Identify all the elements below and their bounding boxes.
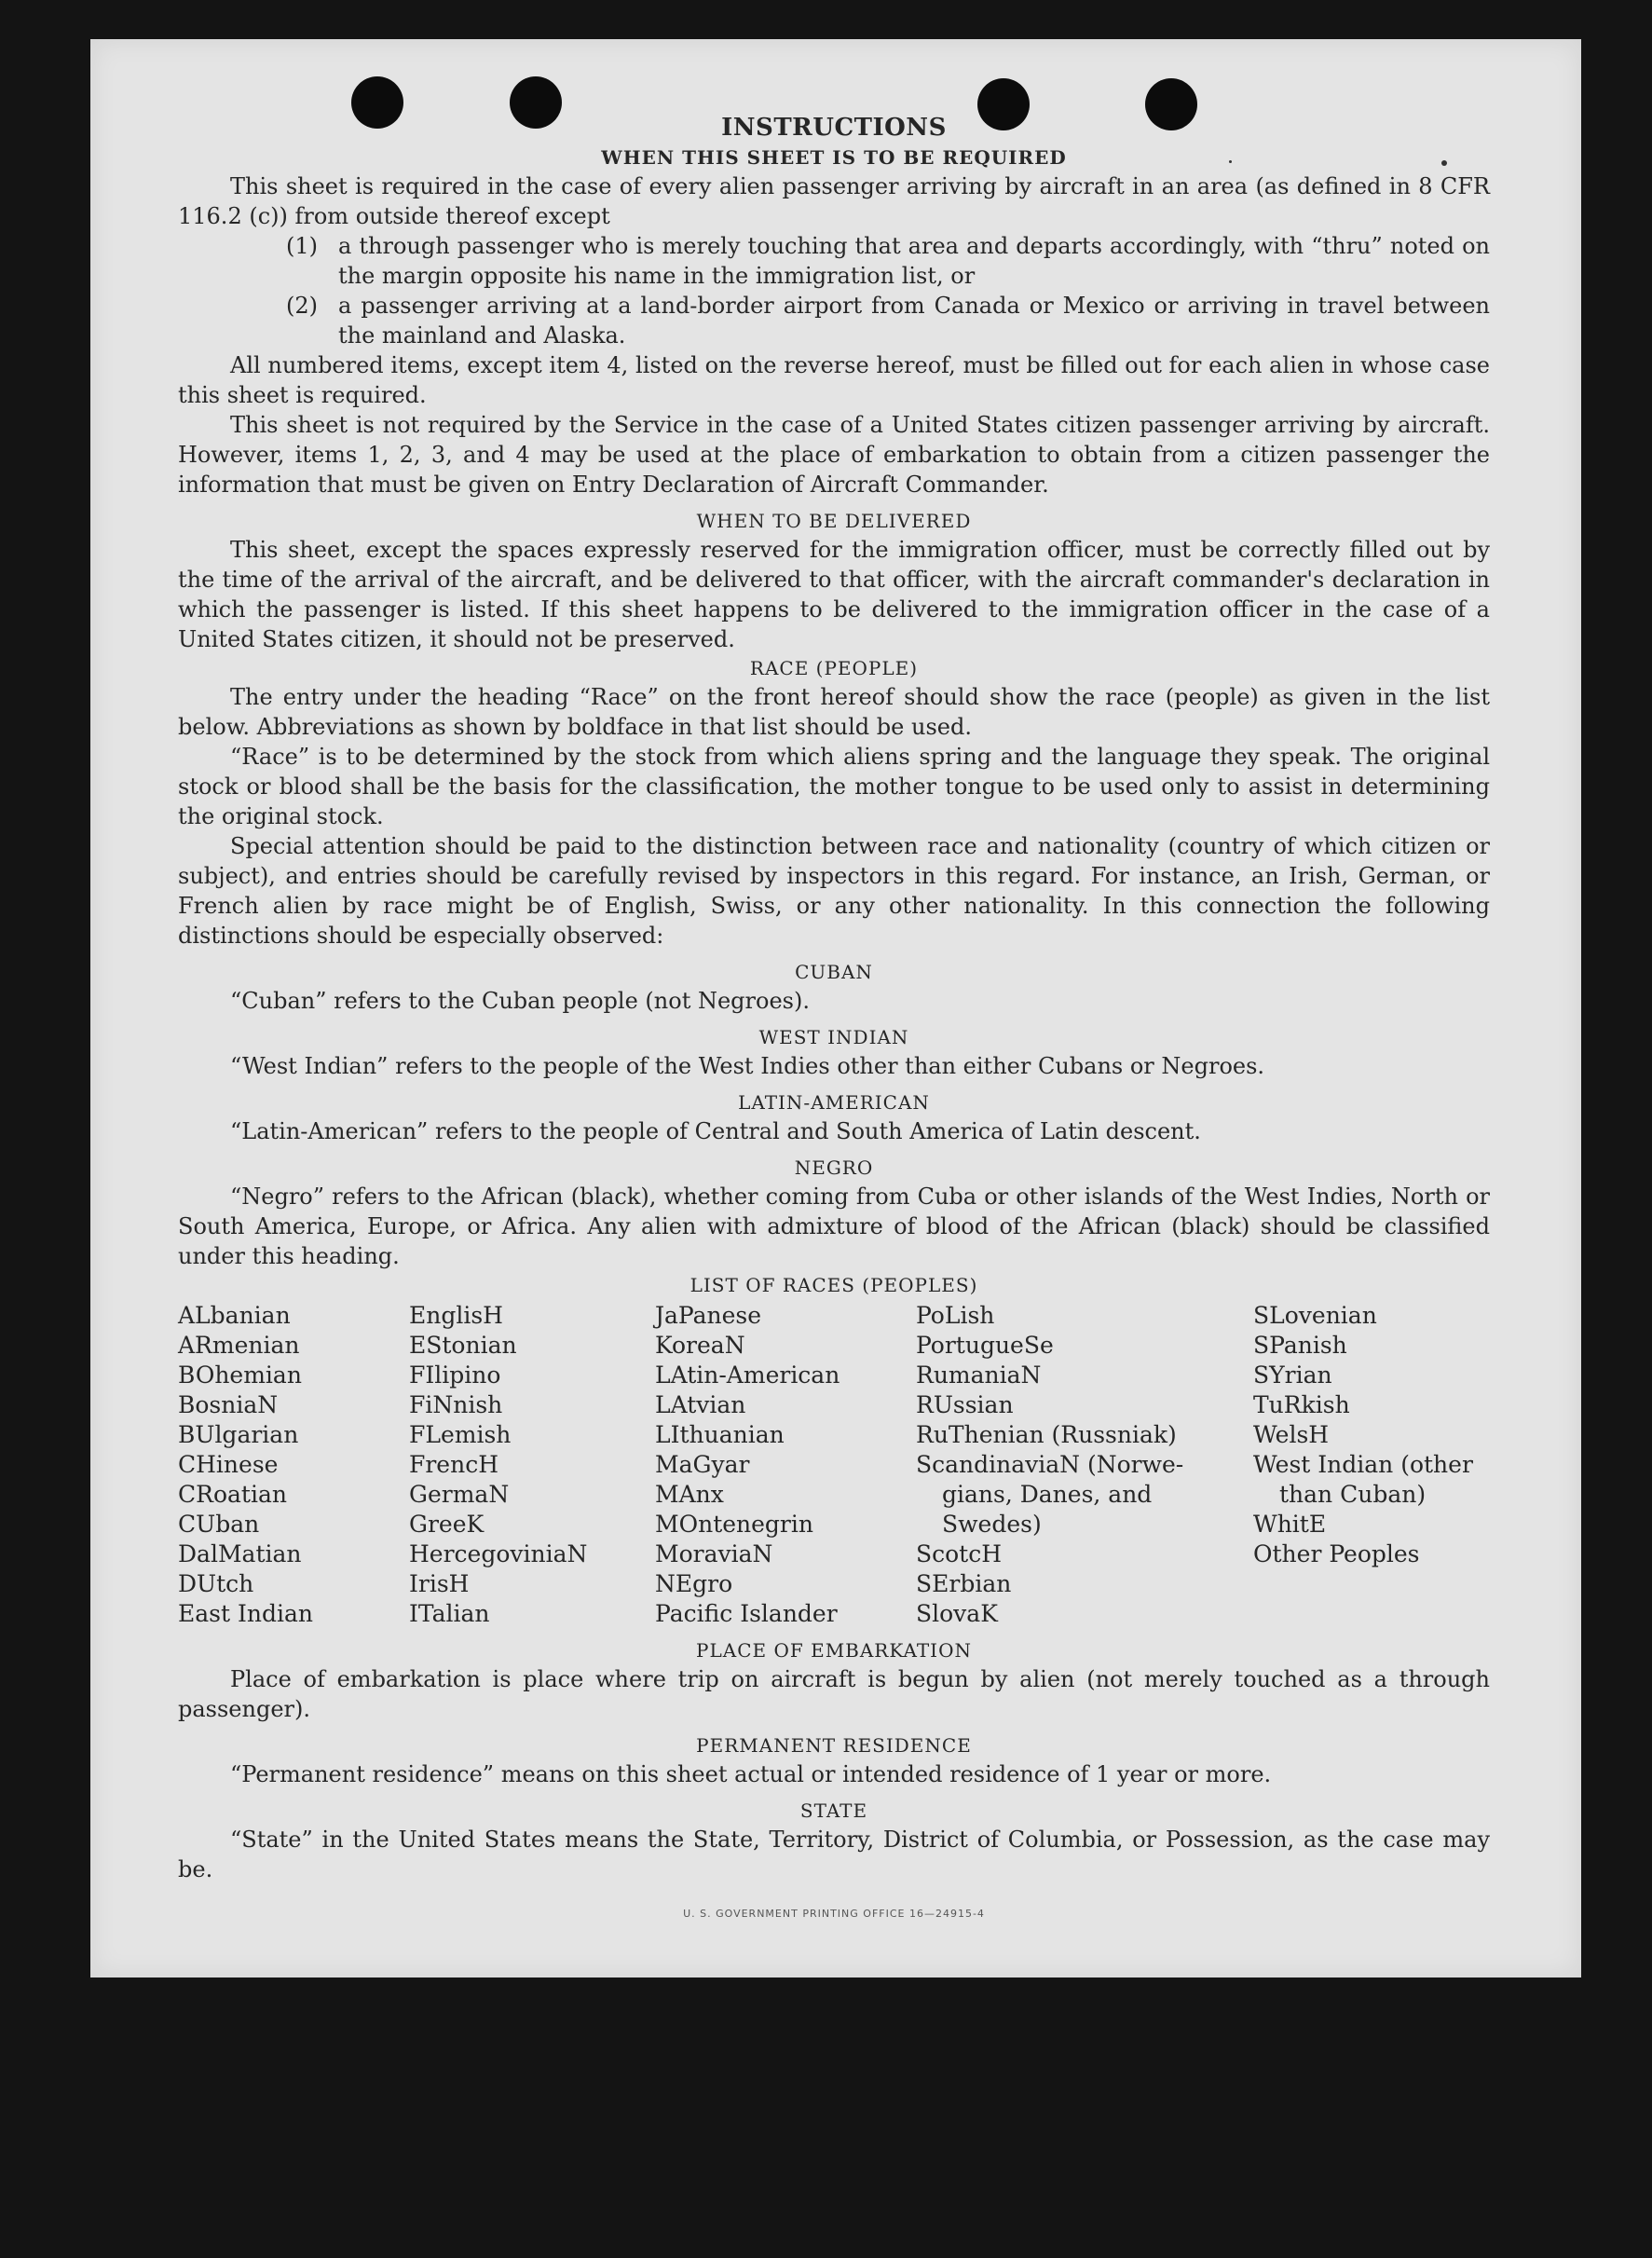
list-item xyxy=(178,231,1490,291)
paragraph: “State” in the United States means the State, Territory, District of Columbia, or Possession, as the case may be. xyxy=(178,1827,1490,1882)
race-item: Swedes) xyxy=(942,1511,1042,1538)
race-item: EnglisH xyxy=(409,1302,503,1329)
race-column xyxy=(409,1301,655,1629)
section-heading: LIST OF RACES (PEOPLES) xyxy=(689,1274,978,1296)
race-item: BosniaN xyxy=(178,1391,279,1418)
race-item: PoLish xyxy=(916,1302,995,1329)
paragraph: “Cuban” refers to the Cuban people (not Negroes). xyxy=(230,988,810,1014)
race-item: LAtin-American xyxy=(655,1362,840,1389)
race-item: ScandinaviaN (Norwe- xyxy=(916,1451,1184,1478)
race-item: LIthuanian xyxy=(655,1421,785,1448)
race-item: WelsH xyxy=(1253,1421,1330,1448)
race-item: PortugueSe xyxy=(916,1332,1054,1359)
paragraph: This sheet, except the spaces expressly reserved for the immigration officer, must be correctly filled out by the time of the arrival of the aircraft, and be delivered to that officer, with the aircraft commander's declaration in which the passenger is listed. If this sheet happens to be delivered to the immigration officer in the case of a United States citizen, it should not be preserved. xyxy=(178,537,1490,652)
section-heading: PLACE OF EMBARKATION xyxy=(696,1639,972,1662)
race-item: SErbian xyxy=(916,1570,1012,1597)
race-item: East Indian xyxy=(178,1600,313,1627)
paragraph: The entry under the heading “Race” on the front hereof should show the race (people) as given in the list below. Abbreviations as shown by boldface in that list should be used. xyxy=(178,684,1490,740)
paragraph: “Latin-American” refers to the people of Central and South America of Latin descent. xyxy=(230,1118,1201,1144)
race-column xyxy=(916,1301,1253,1629)
race-column xyxy=(655,1301,916,1629)
page-title: INSTRUCTIONS xyxy=(721,114,947,142)
paragraph: This sheet is required in the case of every alien passenger arriving by aircraft in an area (as defined in 8 CFR 116.2 (c)) from outside thereof except xyxy=(178,173,1490,229)
race-item: EStonian xyxy=(409,1332,517,1359)
paragraph: “Race” is to be determined by the stock from which aliens spring and the language they speak. The original stock or blood shall be the basis for the classification, the mother tongue to be used only to assist in determining the original stock. xyxy=(178,744,1490,829)
race-item: HercegoviniaN xyxy=(409,1540,588,1567)
race-item: GreeK xyxy=(409,1511,485,1538)
race-item: SlovaK xyxy=(916,1600,998,1627)
paragraph: All numbered items, except item 4, listed on the reverse hereof, must be filled out for each alien in whose case this sheet is required. xyxy=(178,352,1490,408)
race-item: TuRkish xyxy=(1253,1391,1350,1418)
paragraph: Special attention should be paid to the distinction between race and nationality (country of which citizen or subject), and entries should be carefully revised by inspectors in this regard. For instance, an Irish, German, or French alien by race might be of English, Swiss, or any other nationality. In this connection the following distinctions should be especially observed: xyxy=(178,833,1490,949)
race-item: SYrian xyxy=(1253,1362,1332,1389)
list-number: (1) xyxy=(286,233,318,259)
race-item: CRoatian xyxy=(178,1481,287,1508)
section-heading: WEST INDIAN xyxy=(758,1026,909,1048)
paragraph: “Negro” refers to the African (black), whether coming from Cuba or other islands of the West Indies, North or South America, Europe, or Africa. Any alien with admixture of blood of the African (black) should be classified under this heading. xyxy=(178,1184,1490,1269)
paragraph: This sheet is not required by the Service in the case of a United States citizen passenger arriving by aircraft. However, items 1, 2, 3, and 4 may be used at the place of embarkation to obtain from a citizen passenger the information that must be given on Entry Declaration of Aircraft Commander. xyxy=(178,412,1490,498)
race-item: MOntenegrin xyxy=(655,1511,813,1538)
race-item: Pacific Islander xyxy=(655,1600,838,1627)
race-item: SLovenian xyxy=(1253,1302,1377,1329)
section-heading: STATE xyxy=(799,1800,868,1822)
race-item: FLemish xyxy=(409,1421,512,1448)
section-heading: WHEN THIS SHEET IS TO BE REQUIRED xyxy=(601,146,1067,169)
instructions-body xyxy=(178,112,1490,1929)
race-item: FIlipino xyxy=(409,1362,501,1389)
paragraph: Place of embarkation is place where trip on aircraft is begun by alien (not merely touched as a through passenger). xyxy=(178,1666,1490,1722)
race-item: ALbanian xyxy=(178,1302,291,1329)
race-item: than Cuban) xyxy=(1279,1481,1427,1508)
section-heading: CUBAN xyxy=(795,961,873,983)
race-column xyxy=(1253,1301,1490,1629)
race-item: WhitE xyxy=(1253,1511,1327,1538)
list-item xyxy=(178,291,1490,350)
race-item: ScotcH xyxy=(916,1540,1003,1567)
race-list xyxy=(178,1301,1490,1629)
race-item: FiNnish xyxy=(409,1391,503,1418)
paragraph: “Permanent residence” means on this sheet actual or intended residence of 1 year or more. xyxy=(230,1761,1272,1787)
section-heading: PERMANENT RESIDENCE xyxy=(696,1734,972,1757)
race-item: DUtch xyxy=(178,1570,254,1597)
paragraph: “West Indian” refers to the people of the West Indies other than either Cubans or Negroes. xyxy=(230,1053,1265,1079)
race-item: CHinese xyxy=(178,1451,279,1478)
list-number: (2) xyxy=(286,293,318,319)
race-item: MAnx xyxy=(655,1481,724,1508)
section-heading: RACE (PEOPLE) xyxy=(749,657,919,679)
race-item: BUlgarian xyxy=(178,1421,299,1448)
race-item: FrencH xyxy=(409,1451,498,1478)
section-heading: WHEN TO BE DELIVERED xyxy=(696,510,972,532)
race-item: DalMatian xyxy=(178,1540,302,1567)
race-item: RumaniaN xyxy=(916,1362,1042,1389)
race-item: RuThenian (Russniak) xyxy=(916,1421,1177,1448)
race-item: MaGyar xyxy=(655,1451,750,1478)
race-item: Other Peoples xyxy=(1253,1540,1420,1567)
race-item: GermaN xyxy=(409,1481,510,1508)
list-text: a passenger arriving at a land-border airport from Canada or Mexico or arriving in travel between the mainland and Alaska. xyxy=(338,293,1490,349)
race-item: ARmenian xyxy=(178,1332,300,1359)
race-item: SPanish xyxy=(1253,1332,1347,1359)
race-item: IrisH xyxy=(409,1570,470,1597)
printer-imprint: U. S. GOVERNMENT PRINTING OFFICE 16—24915-4 xyxy=(683,1908,985,1920)
race-item: gians, Danes, and xyxy=(942,1481,1153,1508)
race-item: JaPanese xyxy=(655,1302,762,1329)
race-item: KoreaN xyxy=(655,1332,745,1359)
race-item: LAtvian xyxy=(655,1391,746,1418)
race-item: BOhemian xyxy=(178,1362,302,1389)
race-item: CUban xyxy=(178,1511,260,1538)
list-text: a through passenger who is merely touching that area and departs accordingly, with “thru” noted on the margin opposite his name in the immigration list, or xyxy=(338,233,1490,289)
race-item: MoraviaN xyxy=(655,1540,773,1567)
race-item: West Indian (other xyxy=(1253,1451,1473,1478)
race-item: RUssian xyxy=(916,1391,1014,1418)
section-heading: LATIN-AMERICAN xyxy=(738,1091,930,1114)
race-column xyxy=(178,1301,409,1629)
race-item: ITalian xyxy=(409,1600,490,1627)
document-sheet xyxy=(90,39,1581,1977)
race-item: NEgro xyxy=(655,1570,733,1597)
section-heading: NEGRO xyxy=(794,1156,874,1179)
